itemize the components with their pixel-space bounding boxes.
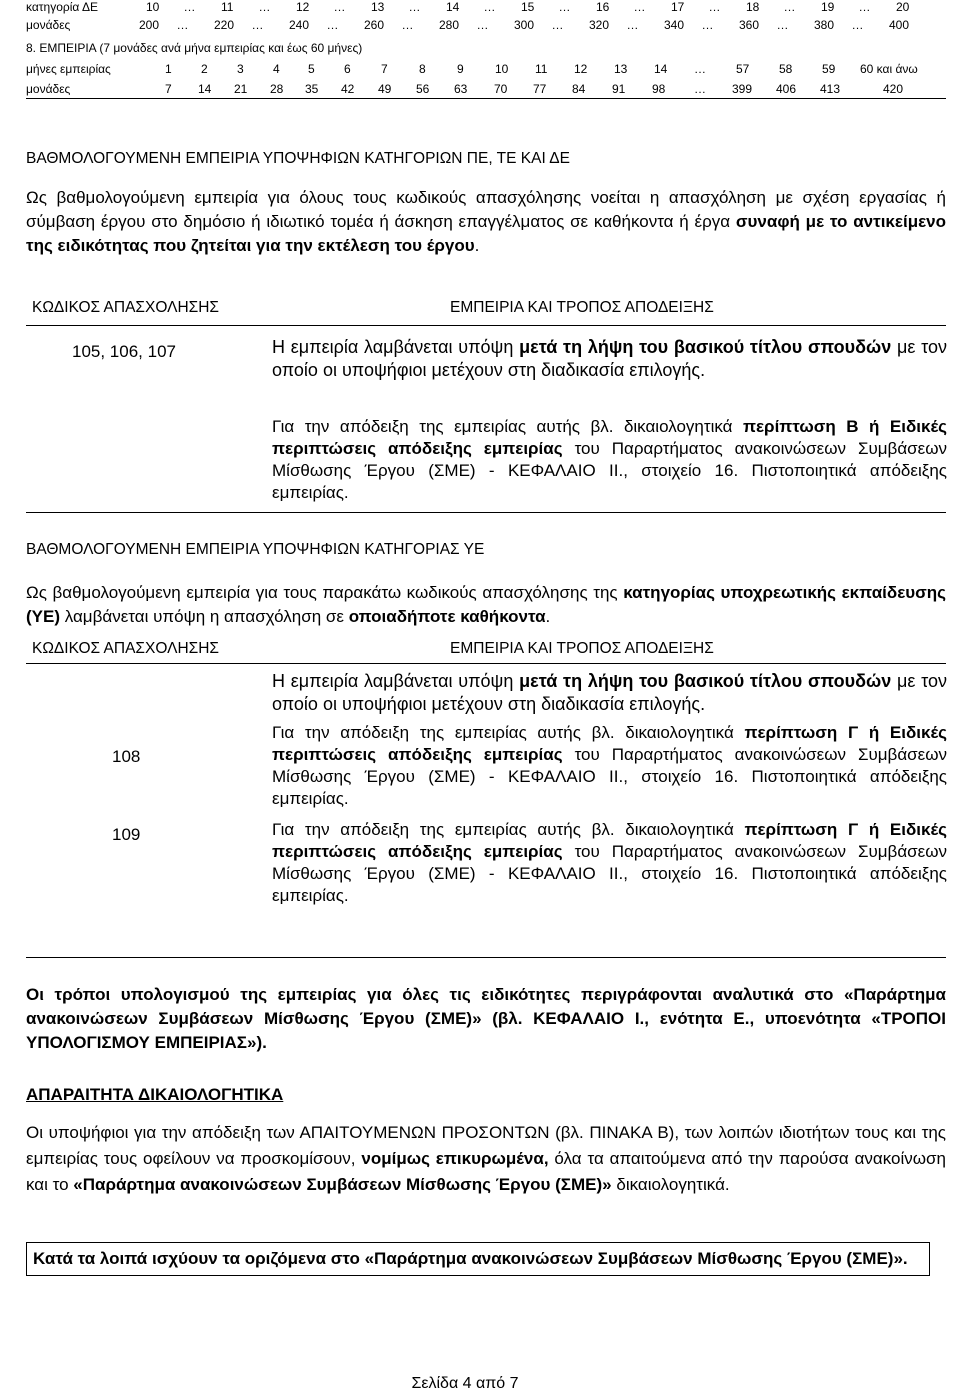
grid-cell: … <box>176 18 189 32</box>
txt-bold: μετά τη λήψη του βασικού τίτλου σπουδών <box>519 671 892 691</box>
closing-box: Κατά τα λοιπά ισχύουν τα οριζόμενα στο «Παράρτημα ανακοινώσεων Συμβάσεων Μίσθωσης Έργου (ΣΜΕ)». <box>26 1242 930 1276</box>
grid-cell: 5 <box>308 62 315 76</box>
grid-cell: 19 <box>821 0 835 14</box>
col-header-code: ΚΩΔΙΚΟΣ ΑΠΑΣΧΟΛΗΣΗΣ <box>32 299 220 316</box>
divider <box>26 98 946 99</box>
grid-cell: 11 <box>221 0 234 14</box>
grid-cell: 1 <box>165 62 172 76</box>
txt: Η εμπειρία λαμβάνεται υπόψη <box>272 671 514 691</box>
grid-cell: 11 <box>535 62 548 76</box>
grid-cell: 77 <box>533 82 547 96</box>
experience-proof-109 <box>272 819 947 907</box>
grid-cell: 91 <box>612 82 626 96</box>
row-label: μονάδες <box>26 82 71 96</box>
txt-bold: μετά τη λήψη του βασικού τίτλου σπουδών <box>519 337 892 357</box>
grid-cell: 57 <box>736 62 750 76</box>
txt: Η εμπειρία λαμβάνεται υπόψη <box>272 337 514 357</box>
header-divider <box>26 325 946 326</box>
grid-cell: 10 <box>495 62 509 76</box>
grid-cell: 320 <box>589 18 610 32</box>
table-bottom-line-2 <box>26 957 946 958</box>
txt: , στοιχείο 16. Πιστοποιητικά απόδειξης εμπειρίας. <box>272 767 947 808</box>
grid-cell: 9 <box>457 62 464 76</box>
grid-cell: 35 <box>305 82 319 96</box>
txt: δικαιολογητικά. <box>616 1175 730 1194</box>
txt: του Παραρτήματος ανακοινώσεων Συμβάσεων Μίσθωσης Έργου (ΣΜΕ) - <box>272 745 947 786</box>
section-title-ye: ΒΑΘΜΟΛΟΓΟΥΜΕΝΗ ΕΜΠΕΙΡΙΑ ΥΠΟΨΗΦΙΩΝ ΚΑΤΗΓΟΡΙΑΣ ΥΕ <box>26 541 485 558</box>
grid-cell: … <box>858 0 871 14</box>
grid-cell: 4 <box>273 62 280 76</box>
section-2-paragraph <box>26 581 946 629</box>
row-label: μήνες εμπειρίας <box>26 62 111 76</box>
required-docs-title: ΑΠΑΡΑΙΤΗΤΑ ΔΙΚΑΙΟΛΟΓΗΤΙΚΑ <box>26 1085 284 1104</box>
grid-cell: 14 <box>198 82 212 96</box>
row-label: κατηγορία ΔΕ <box>26 0 98 14</box>
row-label: μονάδες <box>26 18 71 32</box>
calculation-note: Οι τρόποι υπολογισμού της εμπειρίας για όλες τις ειδικότητες περιγράφονται αναλυτικά στο «Παράρτημα ανακοινώσεων Συμβάσεων Μίσθωσης Έργου (ΣΜΕ)» (βλ. ΚΕΦΑΛΑΙΟ Ι., ενότητα Ε., υποενότητα «ΤΡΟΠΟΙ ΥΠΟΛΟΓΙΣΜΟΥ ΕΜΠΕΙΡΙΑΣ»). <box>26 985 946 1052</box>
txt-bold: περίπτωση Γ ή Ειδικές περιπτώσεις απόδειξης εμπειρίας <box>272 723 947 764</box>
txt: του Παραρτήματος ανακοινώσεων Συμβάσεων Μίσθωσης Έργου (ΣΜΕ) - <box>272 439 947 480</box>
experience-desc-1 <box>272 336 947 382</box>
grid-cell: … <box>701 18 714 32</box>
txt: . <box>545 607 551 626</box>
experience-proof-108 <box>272 722 947 810</box>
grid-cell: 280 <box>439 18 460 32</box>
grid-cell: … <box>258 0 271 14</box>
txt-bold: περίπτωση Β ή Ειδικές περιπτώσεις απόδειξης εμπειρίας <box>272 417 947 458</box>
grid-cell: 16 <box>596 0 610 14</box>
grid-cell: 2 <box>201 62 208 76</box>
grid-cell: 14 <box>446 0 460 14</box>
grid-cell: … <box>851 18 864 32</box>
grid-cell: … <box>326 18 339 32</box>
grid-cell: 8 <box>419 62 426 76</box>
txt: όλα τα απαιτούμενα από την παρούσα ανακοίνωση και το <box>26 1149 946 1194</box>
txt: με τον οποίο οι υποψήφιοι μετέχουν στη διαδικασία επιλογής. <box>272 671 947 714</box>
txt: με τον οποίο οι υποψήφιοι μετέχουν στη διαδικασία επιλογής. <box>272 337 947 380</box>
grid-cell: 413 <box>820 82 841 96</box>
txt-bold: κατηγορίας υποχρεωτικής εκπαίδευσης (ΥΕ) <box>26 583 947 626</box>
grid-cell: 15 <box>521 0 535 14</box>
txt-bold: νομίμως επικυρωμένα, <box>361 1149 549 1168</box>
grid-cell: 406 <box>776 82 797 96</box>
txt: Οι υποψήφιοι για την απόδειξη των ΑΠΑΙΤΟΥΜΕΝΩΝ ΠΡΟΣΟΝΤΩΝ (βλ. ΠΙΝΑΚΑ Β), των λοιπών ιδιοτήτων τους και της εμπειρίας τους οφείλουν να προσκομίσουν, <box>26 1123 946 1168</box>
grid-cell: 58 <box>779 62 793 76</box>
grid-cell: … <box>776 18 789 32</box>
section-1-paragraph <box>26 186 946 258</box>
grid-cell: 13 <box>614 62 628 76</box>
code-108: 108 <box>112 747 141 766</box>
grid-cell: 10 <box>146 0 160 14</box>
code-105-107: 105, 106, 107 <box>72 342 176 361</box>
experience-proof-1 <box>272 416 947 504</box>
grid-cell: 200 <box>139 18 160 32</box>
grid-cell: … <box>558 0 571 14</box>
col-header-experience: ΕΜΠΕΙΡΙΑ ΚΑΙ ΤΡΟΠΟΣ ΑΠΟΔΕΙΞΗΣ <box>450 299 714 316</box>
grid-cell: 42 <box>341 82 355 96</box>
col-header-experience-2: ΕΜΠΕΙΡΙΑ ΚΑΙ ΤΡΟΠΟΣ ΑΠΟΔΕΙΞΗΣ <box>450 640 714 657</box>
grid-cell: 63 <box>454 82 468 96</box>
txt: ΚΕΦΑΛΑΙΟ ΙΙ. <box>507 864 624 883</box>
txt: ΚΕΦΑΛΑΙΟ ΙΙ. <box>507 461 624 480</box>
grid-cell: 6 <box>344 62 351 76</box>
required-docs-paragraph <box>26 1120 946 1198</box>
grid-cell: 14 <box>654 62 668 76</box>
txt: Για την απόδειξη της εμπειρίας αυτής βλ. δικαιολογητικά <box>272 417 733 436</box>
grid-cell: 420 <box>883 82 904 96</box>
grid-cell: 13 <box>371 0 385 14</box>
grid-cell: 300 <box>514 18 535 32</box>
grid-cell: 380 <box>814 18 835 32</box>
page-number: Σελίδα 4 από 7 <box>411 1375 519 1392</box>
grid-cell: 17 <box>671 0 685 14</box>
txt-bold: «Παράρτημα ανακοινώσεων Συμβάσεων Μίσθωσης Έργου (ΣΜΕ)» <box>73 1175 612 1194</box>
txt: , στοιχείο 16. Πιστοποιητικά απόδειξης εμπειρίας. <box>272 864 947 905</box>
grid-cell: 3 <box>237 62 244 76</box>
grid-cell: 98 <box>652 82 666 96</box>
grid-cell: 360 <box>739 18 760 32</box>
grid-cell: … <box>483 0 496 14</box>
txt: Για την απόδειξη της εμπειρίας αυτής βλ. δικαιολογητικά <box>272 820 734 839</box>
grid-cell: 260 <box>364 18 385 32</box>
section-8-title: 8. ΕΜΠΕΙΡΙΑ (7 μονάδες ανά μήνα εμπειρίας και έως 60 μήνες) <box>26 41 363 55</box>
grid-cell: 7 <box>165 82 172 96</box>
grid-cell: … <box>476 18 489 32</box>
grid-cell: … <box>408 0 421 14</box>
experience-desc-2 <box>272 670 947 716</box>
grid-cell: 12 <box>574 62 588 76</box>
grid-cell: … <box>333 0 346 14</box>
grid-cell: 20 <box>896 0 910 14</box>
grid-cell: 18 <box>746 0 760 14</box>
grid-cell: … <box>183 0 196 14</box>
grid-cell: 399 <box>732 82 753 96</box>
para-text: Ως βαθμολογούμενη εμπειρία για όλους τους κωδικούς απασχόλησης νοείται η απασχόληση με σχέση εργασίας ή σύμβαση έργου στο δημόσιο ή ιδιωτικό τομέα ή άσκηση επαγγέλματος σε καθήκοντα ή έργα <box>26 188 946 231</box>
grid-cell: 220 <box>214 18 235 32</box>
grid-cell: … <box>551 18 564 32</box>
grid-cell: 240 <box>289 18 310 32</box>
grid-cell: … <box>251 18 264 32</box>
grid-cell: … <box>694 62 706 76</box>
grid-cell: … <box>626 18 639 32</box>
header-divider-2 <box>26 663 946 664</box>
grid-cell: … <box>401 18 414 32</box>
grid-cell: 28 <box>270 82 284 96</box>
txt: , στοιχείο 16. Πιστοποιητικά απόδειξης εμπειρίας. <box>272 461 947 502</box>
grid-cell: 340 <box>664 18 685 32</box>
grid-cell: … <box>694 82 706 96</box>
grid-cell: 49 <box>378 82 392 96</box>
txt: Για την απόδειξη της εμπειρίας αυτής βλ. δικαιολογητικά <box>272 723 734 742</box>
txt-bold: οποιαδήποτε καθήκοντα <box>348 607 546 626</box>
txt-bold: περίπτωση Γ ή Ειδικές περιπτώσεις απόδειξης εμπειρίας <box>272 820 947 861</box>
grid-cell: 59 <box>822 62 836 76</box>
para-bold: συναφή με το αντικείμενο της ειδικότητας που ζητείται για την εκτέλεση του έργου <box>26 212 946 255</box>
grid-cell: 60 και άνω <box>860 62 918 76</box>
grid-cell: 400 <box>889 18 910 32</box>
txt: λαμβάνεται υπόψη η απασχόληση σε <box>64 607 344 626</box>
grid-cell: … <box>708 0 721 14</box>
table-bottom-line <box>26 512 946 513</box>
grid-cell: … <box>783 0 796 14</box>
grid-cell: 56 <box>416 82 430 96</box>
col-header-code-2: ΚΩΔΙΚΟΣ ΑΠΑΣΧΟΛΗΣΗΣ <box>32 640 220 657</box>
txt: ΚΕΦΑΛΑΙΟ ΙΙ. <box>507 767 624 786</box>
grid-cell: 12 <box>296 0 310 14</box>
para-end: . <box>474 236 480 255</box>
grid-cell: … <box>633 0 646 14</box>
grid-cell: 84 <box>572 82 586 96</box>
code-109: 109 <box>112 825 141 844</box>
grid-cell: 70 <box>494 82 508 96</box>
section-title-pe-te-de: ΒΑΘΜΟΛΟΓΟΥΜΕΝΗ ΕΜΠΕΙΡΙΑ ΥΠΟΨΗΦΙΩΝ ΚΑΤΗΓΟΡΙΩΝ ΠΕ, ΤΕ ΚΑΙ ΔΕ <box>26 150 570 167</box>
grid-cell: 7 <box>381 62 388 76</box>
txt: του Παραρτήματος ανακοινώσεων Συμβάσεων Μίσθωσης Έργου (ΣΜΕ) - <box>272 842 947 883</box>
txt: Ως βαθμολογούμενη εμπειρία για τους παρακάτω κωδικούς απασχόλησης της <box>26 583 618 602</box>
grid-cell: 21 <box>234 82 248 96</box>
